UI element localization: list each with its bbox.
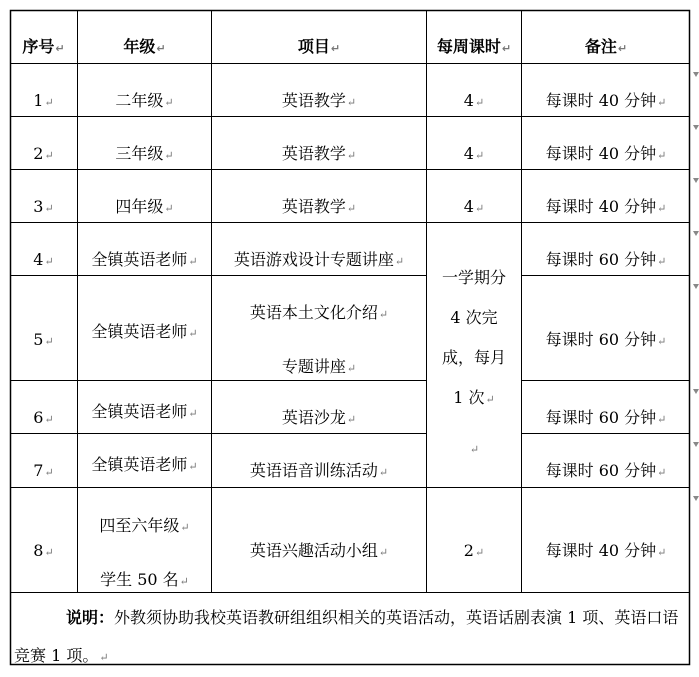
table-cell-item: 英语本土文化介绍↵ 专题讲座↵ bbox=[249, 303, 389, 376]
table-cell-remark: 每课时 40 分钟↵ bbox=[545, 541, 667, 560]
header-item: 项目↵ bbox=[297, 37, 341, 56]
header-remark: 备注↵ bbox=[584, 37, 628, 56]
table-cell-grade: 二年级↵ bbox=[115, 91, 174, 110]
table-cell-item: 英语教学↵ bbox=[281, 144, 357, 163]
row-end-mark bbox=[693, 72, 699, 77]
table-cell-no: 2↵ bbox=[33, 144, 54, 163]
table-cell-grade: 四年级↵ bbox=[115, 197, 174, 216]
table-cell-grade: 全镇英语老师↵ bbox=[91, 455, 198, 474]
note-text: 外教须协助我校英语教研组组织相关的英语活动，英语话剧表演 1 项、英语口语竞赛 1 项。 bbox=[14, 608, 679, 665]
table-cell-remark: 每课时 60 分钟↵ bbox=[545, 408, 667, 427]
header-no: 序号↵ bbox=[22, 37, 65, 56]
table-cell-grade: 全镇英语老师↵ bbox=[91, 402, 198, 421]
table-cell-item: 英语游戏设计专题讲座↵ bbox=[233, 250, 405, 269]
merged-hours-line: 一学期分 bbox=[441, 268, 506, 287]
table-cell-hours: 4↵ bbox=[463, 91, 485, 110]
row-end-mark bbox=[693, 496, 699, 501]
table-cell-no: 1↵ bbox=[33, 91, 54, 110]
table-cell-no: 7↵ bbox=[33, 461, 54, 480]
table-cell-hours: 4↵ bbox=[463, 197, 485, 216]
table-cell-no: 4↵ bbox=[33, 250, 54, 269]
merged-hours-cell bbox=[427, 268, 521, 458]
table-cell-item: 英语教学↵ bbox=[281, 91, 357, 110]
merged-hours-blank: ↵ bbox=[469, 443, 480, 456]
table-cell-no: 5↵ bbox=[33, 330, 54, 349]
row-end-mark bbox=[693, 231, 699, 236]
table-cell-item: 英语兴趣活动小组↵ bbox=[249, 541, 389, 560]
table-note: 说明：外教须协助我校英语教研组组织相关的英语活动，英语话剧表演 1 项、英语口语竞赛 1 项。↵ bbox=[14, 608, 679, 665]
table-cell-remark: 每课时 40 分钟↵ bbox=[545, 91, 667, 110]
note-label: 说明： bbox=[66, 608, 115, 627]
table-cell-grade: 全镇英语老师↵ bbox=[91, 250, 198, 269]
table-cell-no: 3↵ bbox=[33, 197, 54, 216]
header-hours: 每周课时↵ bbox=[436, 37, 512, 56]
header-grade: 年级↵ bbox=[123, 37, 166, 56]
table-cell-no: 6↵ bbox=[33, 408, 54, 427]
table-cell-remark: 每课时 60 分钟↵ bbox=[545, 250, 667, 269]
table-cell-item: 英语语音训练活动↵ bbox=[249, 461, 389, 480]
row-end-mark bbox=[693, 178, 699, 183]
merged-hours-line: 1 次↵ bbox=[453, 388, 495, 407]
table-cell-hours: 2↵ bbox=[463, 541, 485, 560]
row-end-mark bbox=[693, 442, 699, 447]
table-cell-grade: 四至六年级↵ 学生 50 名↵ bbox=[99, 516, 190, 589]
table-cell-remark: 每课时 60 分钟↵ bbox=[545, 461, 667, 480]
table-cell-hours: 4↵ bbox=[463, 144, 485, 163]
row-end-mark bbox=[693, 284, 699, 289]
table-cell-remark: 每课时 40 分钟↵ bbox=[545, 144, 667, 163]
table-cell-item: 英语教学↵ bbox=[281, 197, 357, 216]
table-cell-remark: 每课时 60 分钟↵ bbox=[545, 330, 667, 349]
table-cell-item: 英语沙龙↵ bbox=[281, 408, 357, 427]
row-end-mark bbox=[693, 389, 699, 394]
merged-hours-line: 4 次完 bbox=[450, 308, 498, 327]
table-cell-grade: 三年级↵ bbox=[115, 144, 174, 163]
merged-hours-line: 成，每月 bbox=[441, 348, 506, 367]
table-cell-grade: 全镇英语老师↵ bbox=[91, 322, 198, 341]
table-cell-no: 8↵ bbox=[33, 541, 54, 560]
row-end-mark bbox=[693, 125, 699, 130]
table-cell-remark: 每课时 40 分钟↵ bbox=[545, 197, 667, 216]
